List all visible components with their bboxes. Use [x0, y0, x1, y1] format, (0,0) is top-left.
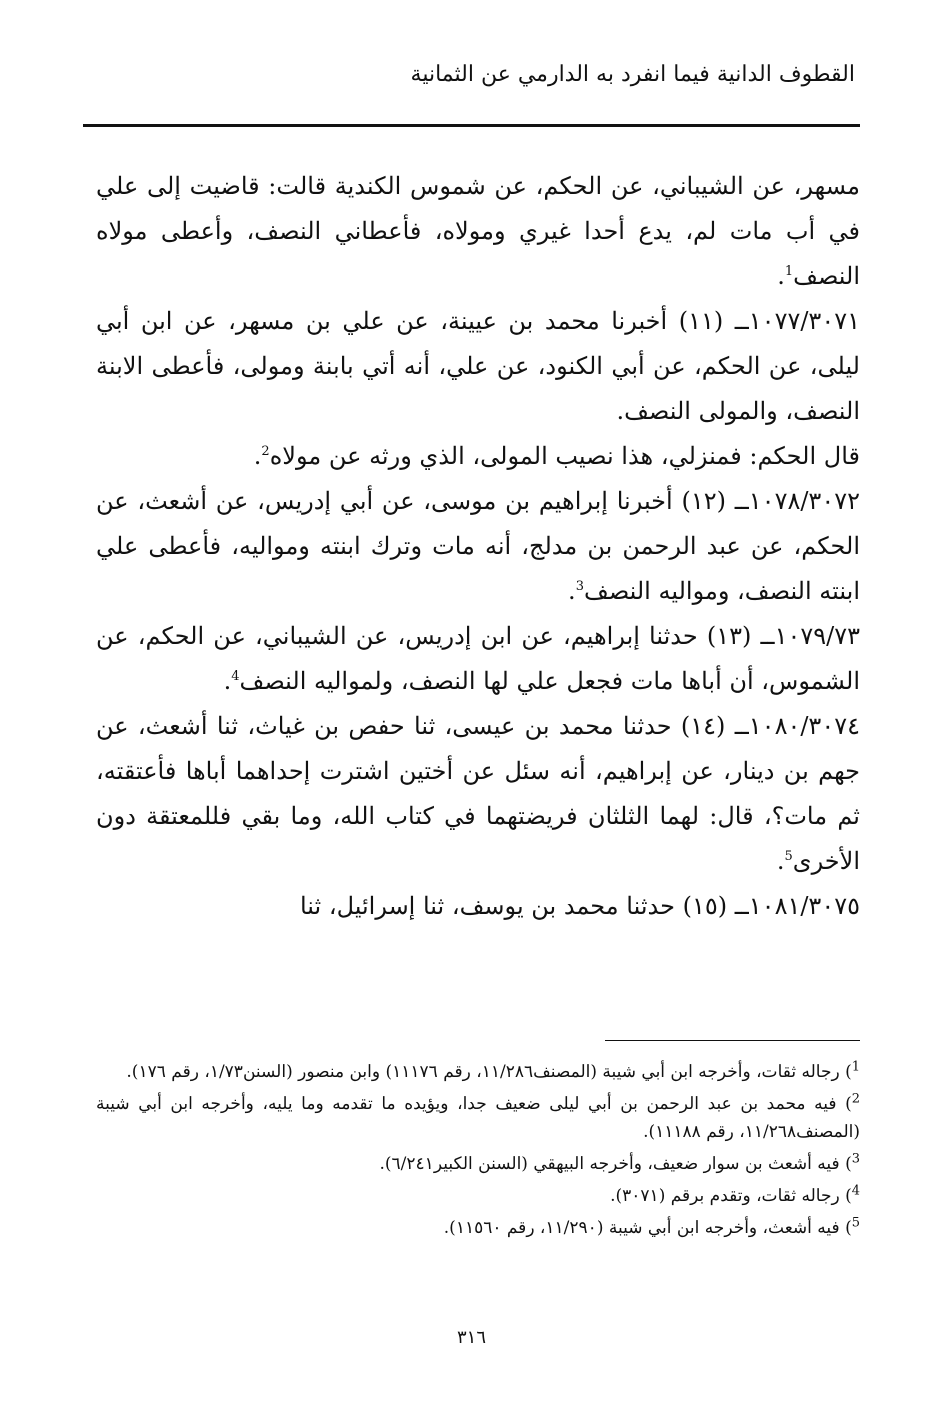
paragraph-end: . [568, 577, 576, 605]
hadith-1077 [96, 299, 860, 434]
paragraph-text: قال الحكم: فمنزلي، هذا نصيب المولى، الذي ورثه عن مولاه [269, 442, 860, 470]
footnote-3 [96, 1150, 860, 1178]
paragraph-continuation [96, 164, 860, 299]
footnote-4 [96, 1182, 860, 1210]
footnote-number: 3 [851, 1151, 860, 1167]
footnote-text: ) فيه محمد بن عبد الرحمن بن أبي ليلى ضعيف جدا، ويؤيده ما تقدمه وما يليه، وأخرجه ابن أبي شيبة (المصنف١١/٢٦٨، رقم ١١١٨٨). [96, 1094, 860, 1142]
paragraph-text: ١٠٨١/٣٠٧٥ــ (١٥) حدثنا محمد بن يوسف، ثنا إسرائيل، ثنا [299, 892, 860, 920]
paragraph-end: . [223, 667, 232, 695]
paragraph-text: ١٠٧٩/٧٣ــ (١٣) حدثنا إبراهيم، عن ابن إدريس، عن الشيباني، عن الحكم، عن الشموس، أن أباها مات فجعل علي لها النصف، ولمواليه النصف [96, 622, 860, 695]
footnote-number: 4 [851, 1183, 860, 1199]
paragraph-text: ١٠٧٨/٣٠٧٢ــ (١٢) أخبرنا إبراهيم بن موسى، عن أبي إدريس، عن أشعث، عن الحكم، عن عبد الرحمن بن مدلج، أنه مات وترك ابنته ومواليه، فأعطى علي ابنته النصف، ومواليه النصف [96, 487, 860, 605]
footnote-marker: 5 [784, 849, 793, 864]
paragraph-text: ١٠٨٠/٣٠٧٤ــ (١٤) حدثنا محمد بن عيسى، ثنا حفص بن غياث، ثنا أشعث، عن جهم بن دينار، عن إبراهيم، أنه سئل عن أختين اشترت إحداهما أباها فأعتقته، ثم مات؟، قال: لهما الثلثان فريضتهما في كتاب الله، وما بقي فللمعتقة دون الأخرى [96, 712, 860, 875]
paragraph-end: . [253, 442, 262, 470]
footnote-text: ) رجاله ثقات، وأخرجه ابن أبي شيبة (المصنف١١/٢٨٦، رقم ١١١٧٦) وابن منصور (السنن١/٧٣، رقم ١٧٦). [126, 1062, 852, 1082]
footnote-number: 2 [851, 1091, 860, 1107]
footnote-number: 1 [851, 1059, 860, 1075]
footnote-number: 5 [851, 1215, 860, 1231]
footnote-marker: 2 [261, 444, 270, 459]
paragraph-end: . [776, 847, 785, 875]
footnote-text: ) فيه أشعث، وأخرجه ابن أبي شيبة (١١/٢٩٠، رقم ١١٥٦٠). [443, 1218, 852, 1238]
footnote-1 [96, 1058, 860, 1086]
footnote-text: ) رجاله ثقات، وتقدم برقم (٣٠٧١). [610, 1186, 852, 1206]
hadith-1079 [96, 614, 860, 704]
footnote-5 [96, 1214, 860, 1242]
hadith-1078 [96, 479, 860, 614]
header-divider [83, 124, 860, 127]
paragraph-text: ١٠٧٧/٣٠٧١ــ (١١) أخبرنا محمد بن عيينة، عن علي بن مسهر، عن ابن أبي ليلى، عن الحكم، عن أبي الكنود، عن علي، أنه أتي بابنة ومولى، فأعطى الابنة النصف، والمولى النصف. [96, 307, 860, 425]
page-number: ٣١٦ [456, 1327, 486, 1348]
footnote-marker: 3 [575, 579, 584, 594]
main-text [96, 164, 860, 929]
footnote-divider [605, 1040, 860, 1041]
footnotes [96, 1058, 860, 1246]
running-header: القطوف الدانية فيما انفرد به الدارمي عن الثمانية [410, 62, 855, 87]
footnote-marker: 1 [784, 264, 794, 279]
hadith-1081 [96, 884, 860, 929]
hadith-1080 [96, 704, 860, 884]
footnote-text: ) فيه أشعث بن سوار ضعيف، وأخرجه البيهقي (السنن الكبير٦/٢٤١). [379, 1154, 852, 1174]
paragraph-text: مسهر، عن الشيباني، عن الحكم، عن شموس الكندية قالت: قاضيت إلى علي في أب مات لم، يدع أحدا غيري ومولاه، فأعطاني النصف، وأعطى مولاه النصف [96, 172, 860, 290]
footnote-marker: 4 [231, 669, 240, 684]
hakam-comment [96, 434, 860, 479]
footnote-2 [96, 1090, 860, 1146]
paragraph-end: . [777, 262, 785, 290]
